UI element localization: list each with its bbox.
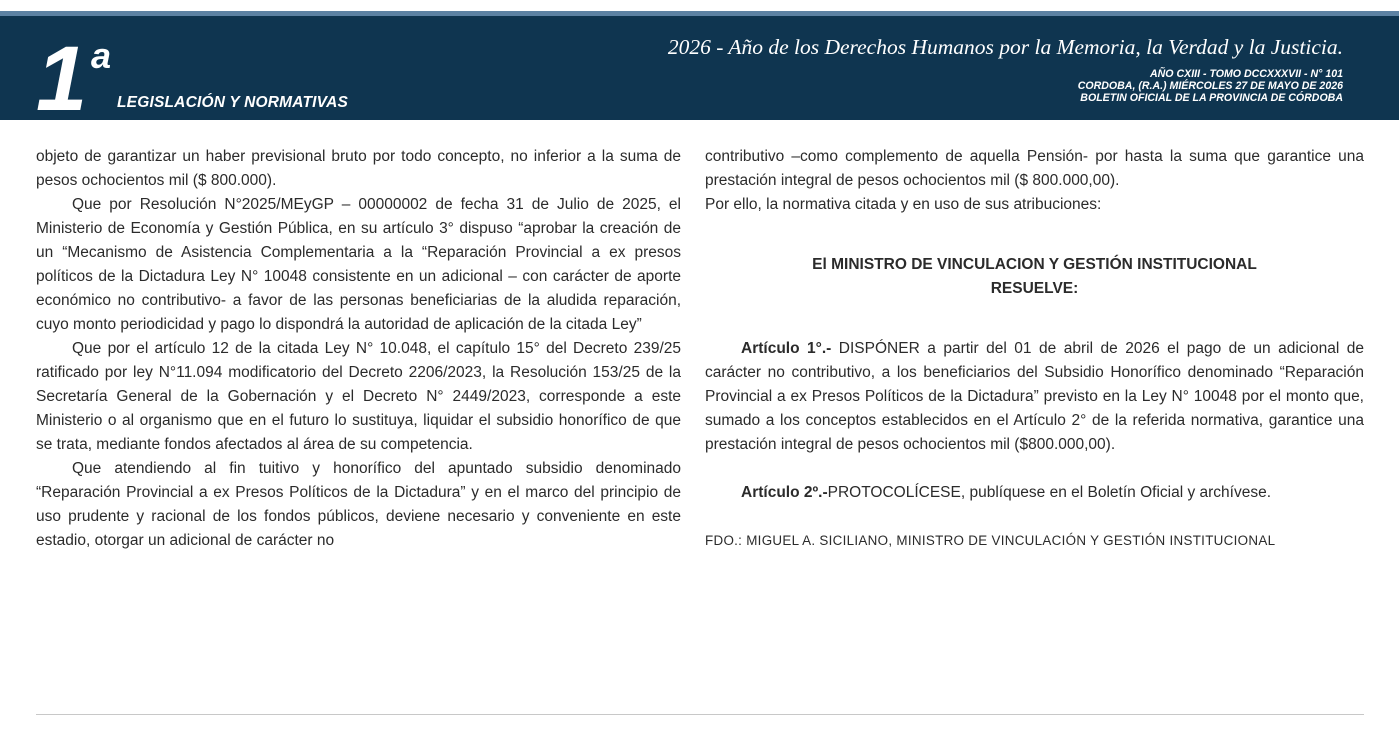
heading-line: El MINISTRO DE VINCULACION Y GESTIÓN INSTITUCIONAL — [812, 256, 1257, 273]
volume-info: AÑO CXIII - TOMO DCCXXXVII - N° 101 — [1150, 68, 1343, 80]
bulletin-name: BOLETIN OFICIAL DE LA PROVINCIA DE CÓRDOBA — [1080, 92, 1343, 104]
article-text: DISPÓNER a partir del 01 de abril de 2026 el pago de un adicional de carácter no contributivo, a los beneficiarios del Subsidio Honorífico denominado “Reparación Provincial a ex Presos Políticos de la Dictadura” previsto en la Ley N° 10048 por el monto que, sumado a los conceptos establecidos en el Artículo 2° de la referida normativa, garantice una prestación integral de pesos ochocientos mil ($800.000,00). — [705, 340, 1364, 453]
paragraph: objeto de garantizar un haber previsional bruto por todo concepto, no inferior a la suma de pesos ochocientos mil ($ 800.000). — [36, 148, 681, 189]
signature: FDO.: MIGUEL A. SICILIANO, MINISTRO DE VINCULACIÓN Y GESTIÓN INSTITUCIONAL — [705, 533, 1276, 548]
article-label: Artículo 2º.- — [741, 484, 828, 501]
paragraph: Que por el artículo 12 de la citada Ley N° 10.048, el capítulo 15° del Decreto 239/25 ratificado por ley N°11.094 modificatorio del Decreto 2206/2023, la Resolución 153/25 de la Secretaría General de la Gobernación y el Decreto N° 2449/2023, corresponde a este Ministerio o al organismo que en el futuro lo sustituya, liquidar el subsidio honorífico de que se trata, mediante fondos afectados al área de su competencia. — [36, 340, 681, 453]
article-label: Artículo 1°.- — [741, 340, 832, 357]
spacer — [705, 217, 1364, 253]
article-text: PROTOCOLÍCESE, publíquese en el Boletín Oficial y archívese. — [827, 484, 1272, 501]
page-header — [0, 11, 1399, 130]
spacer — [705, 505, 1364, 529]
paragraph: Por ello, la normativa citada y en uso de sus atribuciones: — [705, 196, 1102, 213]
paragraph: Que por Resolución N°2025/MEyGP – 00000002 de fecha 31 de Julio de 2025, el Ministerio de Economía y Gestión Pública, en su artículo 3° dispuso “aprobar la creación de un “Mecanismo de Asistencia Complementaria a la “Reparación Provincial a ex presos políticos de la Dictadura Ley N° 10048 consistente en un adicional – con carácter de aporte económico no contributivo- a favor de las personas beneficiarias de la aludida reparación, cuyo monto periodicidad y pago lo dispondrá la autoridad de aplicación de la citada Ley” — [36, 196, 681, 333]
resolution-heading — [705, 253, 1364, 301]
heading-line: RESUELVE: — [990, 280, 1079, 297]
top-margin — [0, 0, 1399, 11]
paragraph: contributivo –como complemento de aquella Pensión- por hasta la suma que garantice una prestación integral de pesos ochocientos mil ($ 800.000,00). — [705, 148, 1364, 189]
footer-divider — [36, 714, 1364, 715]
section-title: LEGISLACIÓN Y NORMATIVAS — [117, 94, 349, 111]
paragraph: Que atendiendo al fin tuitivo y honorífico del apuntado subsidio denominado “Reparación Provincial a ex Presos Políticos de la Dictadura” y en el marco del principio de uso prudente y racional de los fondos públicos, deviene necesario y conveniente en este estadio, otorgar un adicional de carácter no — [36, 460, 681, 549]
issue-suffix: a — [91, 35, 112, 76]
issue-number: 1 — [36, 28, 84, 130]
left-column — [36, 145, 681, 553]
right-column — [705, 145, 1364, 553]
spacer — [705, 457, 1364, 481]
publication-meta — [1078, 68, 1343, 104]
publication-date: CORDOBA, (R.A.) MIÉRCOLES 27 DE MAYO DE 2026 — [1077, 80, 1343, 92]
year-motto: 2026 - Año de los Derechos Humanos por la Memoria, la Verdad y la Justicia. — [667, 35, 1343, 59]
spacer — [705, 301, 1364, 337]
article-2 — [705, 481, 1364, 505]
article-1 — [705, 337, 1364, 457]
